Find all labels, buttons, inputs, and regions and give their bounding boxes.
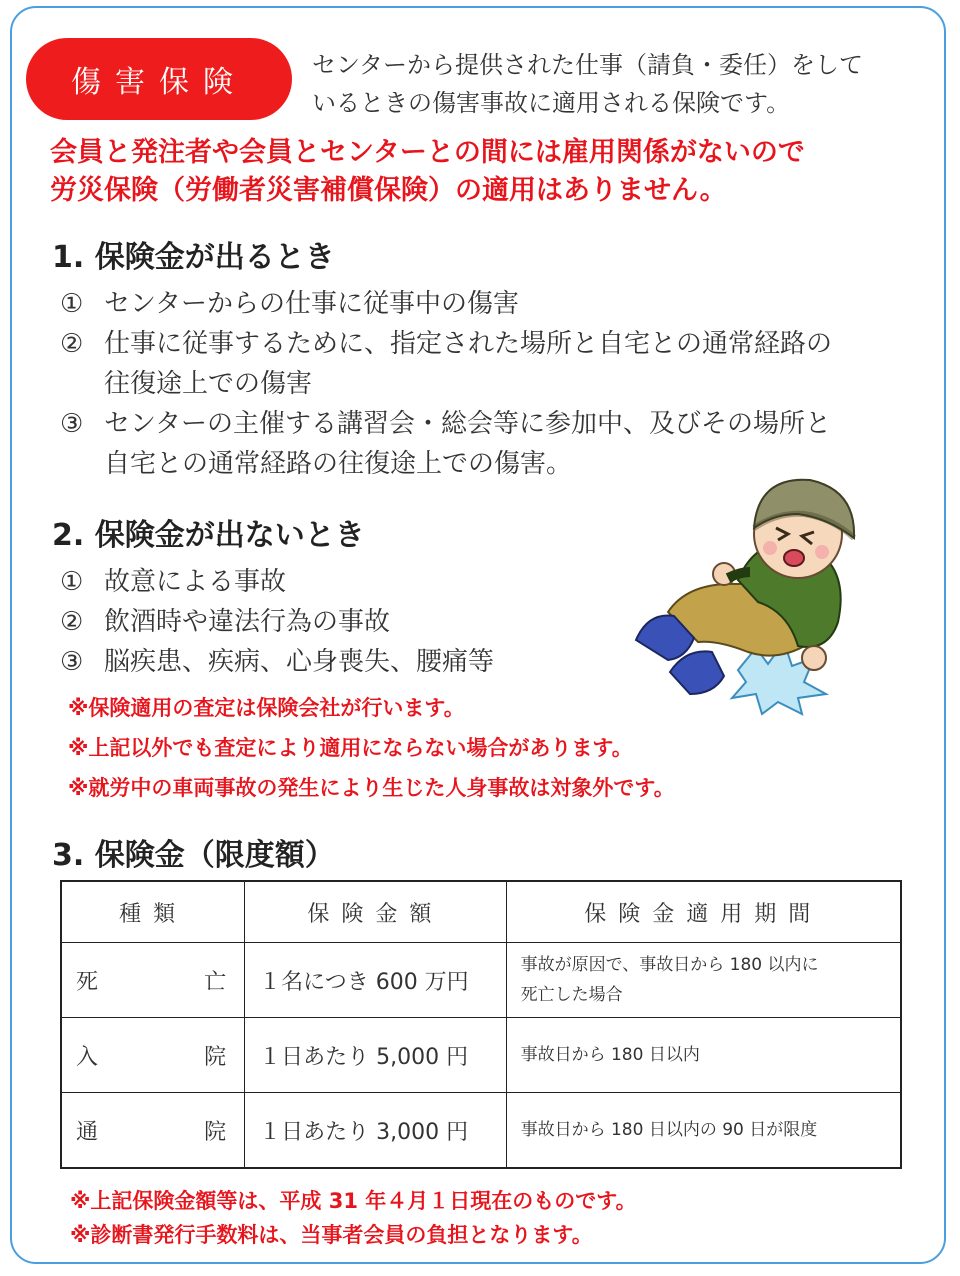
header-label: 保険金額 xyxy=(307,901,444,927)
kind-char: 院 xyxy=(204,1044,227,1070)
header-cell xyxy=(245,881,506,943)
kind-char: 死 xyxy=(76,969,99,995)
kind-char: 院 xyxy=(204,1119,227,1145)
item-number: ① xyxy=(60,567,84,597)
intro-line: いるときの傷害事故に適用される保険です。 xyxy=(312,89,791,117)
section2-list xyxy=(60,562,494,682)
note-line: ※上記以外でも査定により適用にならない場合があります。 xyxy=(68,736,633,760)
item-text: センターの主催する講習会・総会等に参加中、及びその場所と xyxy=(104,409,831,439)
table-row xyxy=(61,1093,901,1169)
note-line: ※就労中の車両事故の発生により生じた人身事故は対象外です。 xyxy=(68,776,675,800)
item-text: 自宅との通常経路の往復途上での傷害。 xyxy=(104,449,573,479)
period-cell xyxy=(506,1093,901,1169)
kind-char: 亡 xyxy=(204,969,227,995)
period-line: 事故日から 180 日以内の 90 日が限度 xyxy=(520,1120,818,1140)
item-number: ③ xyxy=(60,409,84,439)
item-number: ① xyxy=(60,289,84,319)
item-number: ② xyxy=(60,607,84,637)
header-cell xyxy=(61,881,245,943)
kind-cell xyxy=(61,1018,245,1093)
amount-cell: １名につき 600 万円 xyxy=(245,943,506,1018)
intro-line: センターから提供された仕事（請負・委任）をして xyxy=(312,51,864,79)
amount-cell: １日あたり 3,000 円 xyxy=(245,1093,506,1169)
warning-text xyxy=(50,134,930,210)
insurance-table xyxy=(60,880,902,1169)
kind-cell xyxy=(61,943,245,1018)
elderly-man-falling-icon xyxy=(628,462,878,718)
period-line: 事故日から 180 日以内 xyxy=(520,1045,700,1065)
item-number: ③ xyxy=(60,647,84,677)
list-item xyxy=(60,284,832,324)
kind-char: 通 xyxy=(76,1119,99,1145)
period-line: 事故が原因で、事故日から 180 以内に xyxy=(520,955,819,975)
kind-cell xyxy=(61,1093,245,1169)
title-badge: 傷害保険 xyxy=(26,38,292,120)
footer-line: ※診断書発行手数料は、当事者会員の負担となります。 xyxy=(70,1223,593,1247)
note-line: ※保険適用の査定は保険会社が行います。 xyxy=(68,696,465,720)
section3-heading: 3. 保険金（限度額） xyxy=(52,838,335,873)
list-item xyxy=(60,602,494,642)
header-cell xyxy=(506,881,901,943)
item-text: 飲酒時や違法行為の事故 xyxy=(104,607,391,637)
header-label: 種類 xyxy=(119,901,188,927)
warning-line: 労災保険（労働者災害補償保険）の適用はありません。 xyxy=(50,175,727,206)
item-text: 故意による事故 xyxy=(104,567,287,597)
item-text: センターからの仕事に従事中の傷害 xyxy=(104,289,519,319)
table-row xyxy=(61,1018,901,1093)
section1-heading: 1. 保険金が出るとき xyxy=(52,240,335,275)
list-item xyxy=(60,642,494,682)
warning-line: 会員と発注者や会員とセンターとの間には雇用関係がないので xyxy=(50,137,805,168)
list-item xyxy=(60,324,832,404)
footer-notes xyxy=(70,1184,637,1252)
section2-notes xyxy=(68,688,675,808)
amount-cell: １日あたり 5,000 円 xyxy=(245,1018,506,1093)
footer-line: ※上記保険金額等は、平成 31 年４月１日現在のものです。 xyxy=(70,1189,637,1213)
intro-text xyxy=(312,46,932,122)
item-text: 往復途上での傷害 xyxy=(104,369,313,399)
table-row xyxy=(61,943,901,1018)
item-text: 仕事に従事するために、指定された場所と自宅との通常経路の xyxy=(104,329,833,359)
section2-heading: 2. 保険金が出ないとき xyxy=(52,518,365,553)
kind-char: 入 xyxy=(76,1044,99,1070)
period-cell xyxy=(506,1018,901,1093)
section1-list xyxy=(60,284,832,484)
item-number: ② xyxy=(60,329,84,359)
table-header-row xyxy=(61,881,901,943)
period-line: 死亡した場合 xyxy=(520,985,623,1005)
list-item xyxy=(60,562,494,602)
item-text: 脳疾患、疾病、心身喪失、腰痛等 xyxy=(104,647,495,677)
header-label: 保険金適用期間 xyxy=(584,901,823,927)
period-cell xyxy=(506,943,901,1018)
